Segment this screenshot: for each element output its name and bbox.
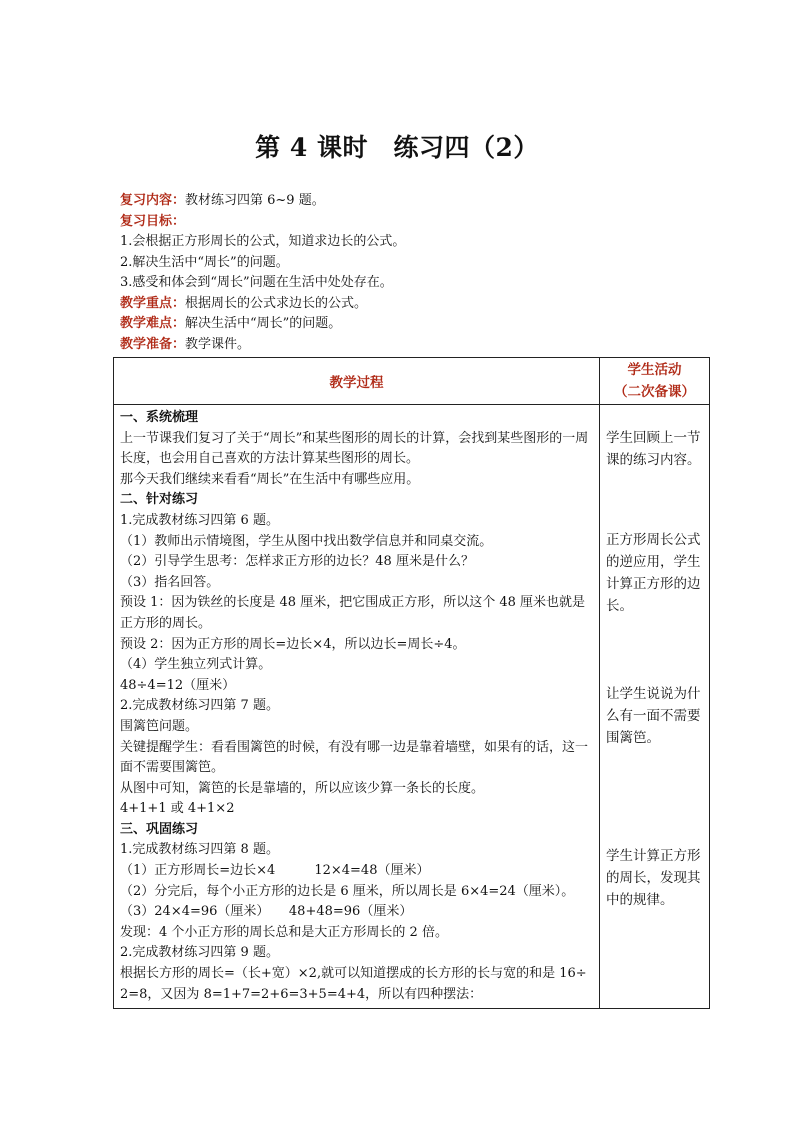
process-line: （1）正方形周长=边长×4 12×4=48（厘米） — [120, 863, 430, 879]
process-line: （3）24×4=96（厘米） 48+48=96（厘米） — [120, 904, 413, 920]
teaching-process-content — [114, 405, 600, 1009]
meta-difficulty: 教学难点：解决生活中“周长”的问题。 — [120, 316, 342, 331]
process-line: 围篱笆问题。 — [120, 718, 199, 734]
process-line: （1）教师出示情境图，学生从图中找出数学信息并和同桌交流。 — [120, 533, 493, 549]
section-heading: 二、针对练习 — [120, 492, 199, 508]
section-heading: 三、巩固练习 — [120, 821, 199, 837]
meta-review-content: 复习内容：教材练习四第 6~9 题。 — [120, 193, 325, 208]
process-line: 关键提醒学生：看看围篱笆的时候，有没有哪一边是靠着墙壁，如果有的话，这一面不需要围篱笆。 — [120, 739, 589, 776]
process-line: 4+1+1 或 4+1×2 — [120, 801, 235, 817]
lesson-meta — [120, 191, 710, 355]
process-line: 发现：4 个小正方形的周长总和是大正方形周长的 2 倍。 — [120, 924, 448, 940]
process-line: 预设 2：因为正方形的周长=边长×4，所以边长=周长÷4。 — [120, 636, 466, 652]
process-line: 1.完成教材练习四第 8 题。 — [120, 842, 279, 858]
meta-goal-2: 2.解决生活中“周长”的问题。 — [120, 254, 289, 270]
process-line: （3）指名回答。 — [120, 574, 220, 590]
meta-goal-3: 3.感受和体会到“周长”问题在生活中处处存在。 — [120, 275, 393, 290]
meta-review-goals: 复习目标： — [120, 213, 186, 229]
note-square-side: 正方形周长公式的逆应用，学生计算正方形的边长。 — [606, 532, 701, 614]
process-line: （2）分完后，每个小正方形的边长是 6 厘米，所以周长是 6×4=24（厘米）。 — [120, 883, 575, 899]
meta-goal-1: 1.会根据正方形周长的公式，知道求边长的公式。 — [120, 234, 406, 249]
meta-preparation: 教学准备：教学课件。 — [120, 336, 251, 352]
process-line: 48÷4=12（厘米） — [120, 677, 236, 693]
process-line: （2）引导学生思考：怎样求正方形的边长？48 厘米是什么？ — [120, 554, 474, 570]
student-activity-notes — [600, 405, 710, 1009]
process-line: 预设 1：因为铁丝的长度是 48 厘米，把它围成正方形，所以这个 48 厘米也就是正方形的周长。 — [120, 595, 586, 631]
header-student-activity: 学生活动 （二次备课） — [600, 358, 710, 405]
note-fence: 让学生说说为什么有一面不需要围篱笆。 — [606, 686, 701, 746]
meta-key-point: 教学重点：根据周长的公式求边长的公式。 — [120, 295, 368, 311]
note-review: 学生回顾上一节课的练习内容。 — [606, 430, 701, 468]
page-title: 第 4 课时 练习四（2） — [255, 133, 539, 162]
note-pattern: 学生计算正方形的周长，发现其中的规律。 — [606, 848, 701, 908]
process-line: 上一节课我们复习了关于“周长”和某些图形的周长的计算，会找到某些图形的一周长度，也会用自己喜欢的方法计算某些图形的周长。 — [120, 430, 589, 467]
process-line: 2.完成教材练习四第 7 题。 — [120, 698, 279, 714]
section-heading: 一、系统梳理 — [120, 410, 199, 425]
process-line: （4）学生独立列式计算。 — [120, 657, 272, 673]
process-line: 根据长方形的周长=（长+宽）×2,就可以知道摆成的长方形的长与宽的和是 16÷2=8，又因为 8=1+7=2+6=3+5=4+4，所以有四种摆法： — [120, 966, 587, 1002]
lesson-plan-table — [113, 357, 710, 1009]
process-line: 2.完成教材练习四第 9 题。 — [120, 945, 279, 961]
process-line: 那今天我们继续来看看“周长”在生活中有哪些应用。 — [120, 471, 420, 487]
process-line: 从图中可知，篱笆的长是靠墙的，所以应该少算一条长的长度。 — [120, 780, 485, 796]
header-teaching-process: 教学过程 — [114, 358, 600, 405]
process-line: 1.完成教材练习四第 6 题。 — [120, 512, 279, 528]
